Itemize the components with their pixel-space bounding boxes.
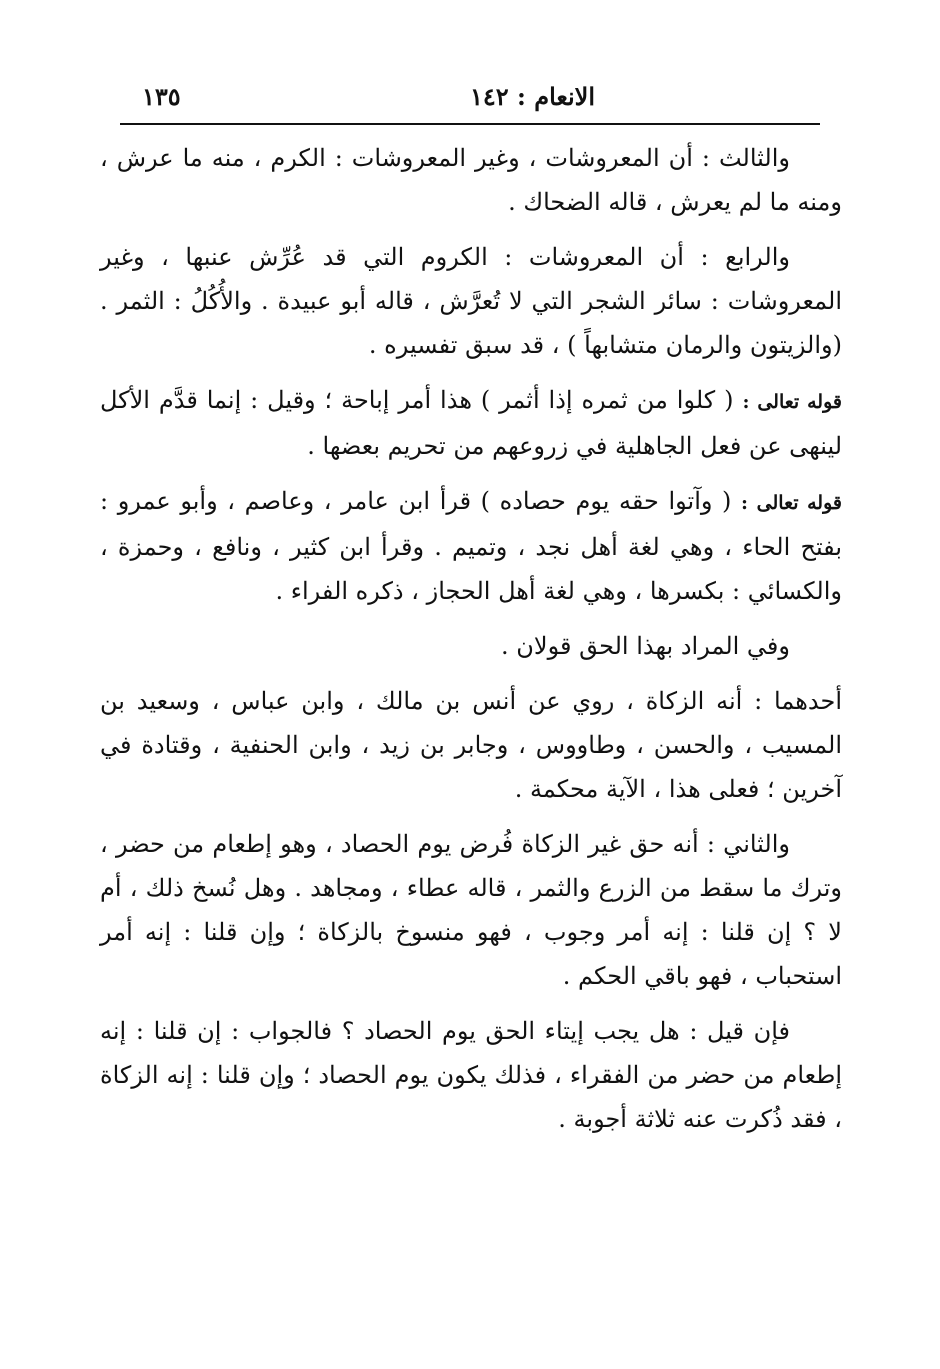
paragraph-text: والثالث : أن المعروشات ، وغير المعروشات : الكرم ، منه ما عرش ، ومنه ما لم يعرش ، قاله الضحاك . bbox=[100, 144, 842, 216]
paragraph-text: والثاني : أنه حق غير الزكاة فُرض يوم الحصاد ، وهو إطعام من حضر ، وترك ما سقط من الزرع والثمر ، قاله عطاء ، ومجاهد . وهل نُسخ ذلك ، أم لا ؟ إن قلنا : إنه أمر وجوب ، فهو منسوخ بالزكاة ؛ وإن قلنا : إنه أمر استحباب ، فهو باقي الحكم . bbox=[100, 830, 842, 990]
paragraph-text: وفي المراد بهذا الحق قولان . bbox=[501, 632, 790, 660]
paragraph-verse-eat-fruit bbox=[100, 378, 842, 468]
paragraph-two-opinions bbox=[100, 624, 842, 668]
paragraph-text: والرابع : أن المعروشات : الكروم التي قد عُرِّش عنبها ، وغير المعروشات : سائر الشجر التي لا تُعرَّش ، قاله أبو عبيدة . والأُكُلُ : الثمر . (والزيتون والرمان متشابهاً ) ، قد سبق تفسيره . bbox=[100, 243, 842, 359]
paragraph-question bbox=[100, 1009, 842, 1141]
paragraph-text: أحدهما : أنه الزكاة ، روي عن أنس بن مالك ، وابن عباس ، وسعيد بن المسيب ، والحسن ، وطاووس ، وجابر بن زيد ، وابن الحنفية ، وقتادة في آخرين ؛ فعلى هذا ، الآية محكمة . bbox=[100, 687, 842, 803]
page-number: ١٣٥ bbox=[142, 82, 181, 111]
header-rule bbox=[120, 123, 820, 125]
paragraph-third-opinion bbox=[100, 136, 842, 224]
body-text bbox=[100, 136, 842, 1152]
paragraph-text: ( كلوا من ثمره إذا أثمر ) هذا أمر إباحة ؛ وقيل : إنما قدَّم الأكل لينهى عن فعل الجاهلية في زروعهم من تحريم بعضها . bbox=[100, 386, 842, 460]
verse-lead: قوله تعالى : bbox=[741, 492, 842, 514]
paragraph-verse-give-due bbox=[100, 479, 842, 613]
paragraph-fourth-opinion bbox=[100, 235, 842, 367]
paragraph-text: فإن قيل : هل يجب إيتاء الحق يوم الحصاد ؟ فالجواب : إن قلنا : إنه إطعام من حضر من الفقراء ، فذلك يكون يوم الحصاد ؛ وإن قلنا : إنه الزكاة ، فقد ذُكرت عنه ثلاثة أجوبة . bbox=[100, 1017, 843, 1133]
verse-lead: قوله تعالى : bbox=[742, 391, 842, 413]
running-title: الانعام : ١٤٢ bbox=[469, 82, 595, 111]
paragraph-text: ( وآتوا حقه يوم حصاده ) قرأ ابن عامر ، وعاصم ، وأبو عمرو : بفتح الحاء ، وهي لغة أهل نجد ، وتميم . وقرأ ابن كثير ، ونافع ، وحمزة ، والكسائي : بكسرها ، وهي لغة أهل الحجاز ، ذكره الفراء . bbox=[100, 487, 843, 605]
page-header bbox=[120, 82, 820, 122]
paragraph-first-opinion bbox=[100, 679, 842, 811]
paragraph-second-opinion bbox=[100, 822, 842, 998]
